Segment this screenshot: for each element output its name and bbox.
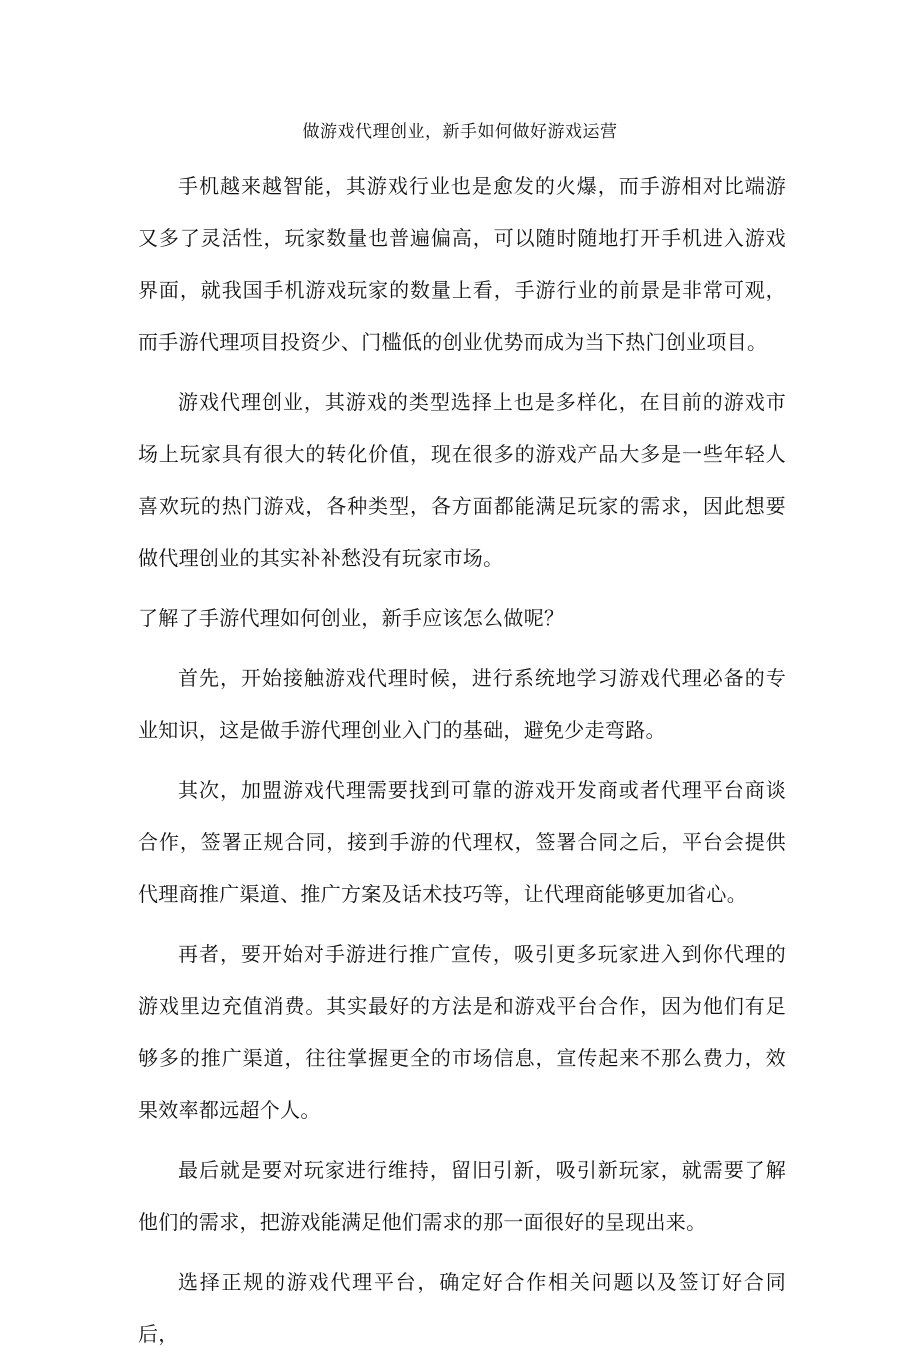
- paragraph: 游戏代理创业，其游戏的类型选择上也是多样化，在目前的游戏市场上玩家具有很大的转化价值，现在很多的游戏产品大多是一些年轻人喜欢玩的热门游戏，各种类型，各方面都能满足玩家的需求，因此想要做代理创业的其实补补愁没有玩家市场。: [138, 390, 786, 570]
- paragraph: 选择正规的游戏代理平台，确定好合作相关问题以及签订好合同后，: [138, 1270, 786, 1346]
- paragraph: 最后就是要对玩家进行维持，留旧引新，吸引新玩家，就需要了解他们的需求，把游戏能满足他们需求的那一面很好的呈现出来。: [138, 1158, 786, 1234]
- paragraph-question: 了解了手游代理如何创业，新手应该怎么做呢？: [138, 606, 565, 630]
- paragraph: 再者，要开始对手游进行推广宣传，吸引更多玩家进入到你代理的游戏里边充值消费。其实最好的方法是和游戏平台合作，因为他们有足够多的推广渠道，往往掌握更全的市场信息，宣传起来不那么费力，效果效率都远超个人。: [138, 942, 786, 1122]
- document-title: 做游戏代理创业，新手如何做好游戏运营: [302, 122, 618, 142]
- paragraph: 其次，加盟游戏代理需要找到可靠的游戏开发商或者代理平台商谈合作，签署正规合同，接到手游的代理权，签署合同之后，平台会提供代理商推广渠道、推广方案及话术技巧等，让代理商能够更加省心。: [138, 778, 786, 906]
- paragraph: 首先，开始接触游戏代理时候，进行系统地学习游戏代理必备的专业知识，这是做手游代理创业入门的基础，避免少走弯路。: [138, 666, 786, 742]
- document-body: [138, 160, 786, 1368]
- paragraph: 手机越来越智能，其游戏行业也是愈发的火爆，而手游相对比端游又多了灵活性，玩家数量也普遍偏高，可以随时随地打开手机进入游戏界面，就我国手机游戏玩家的数量上看，手游行业的前景是非常可观，而手游代理项目投资少、门槛低的创业优势而成为当下热门创业项目。: [138, 174, 786, 354]
